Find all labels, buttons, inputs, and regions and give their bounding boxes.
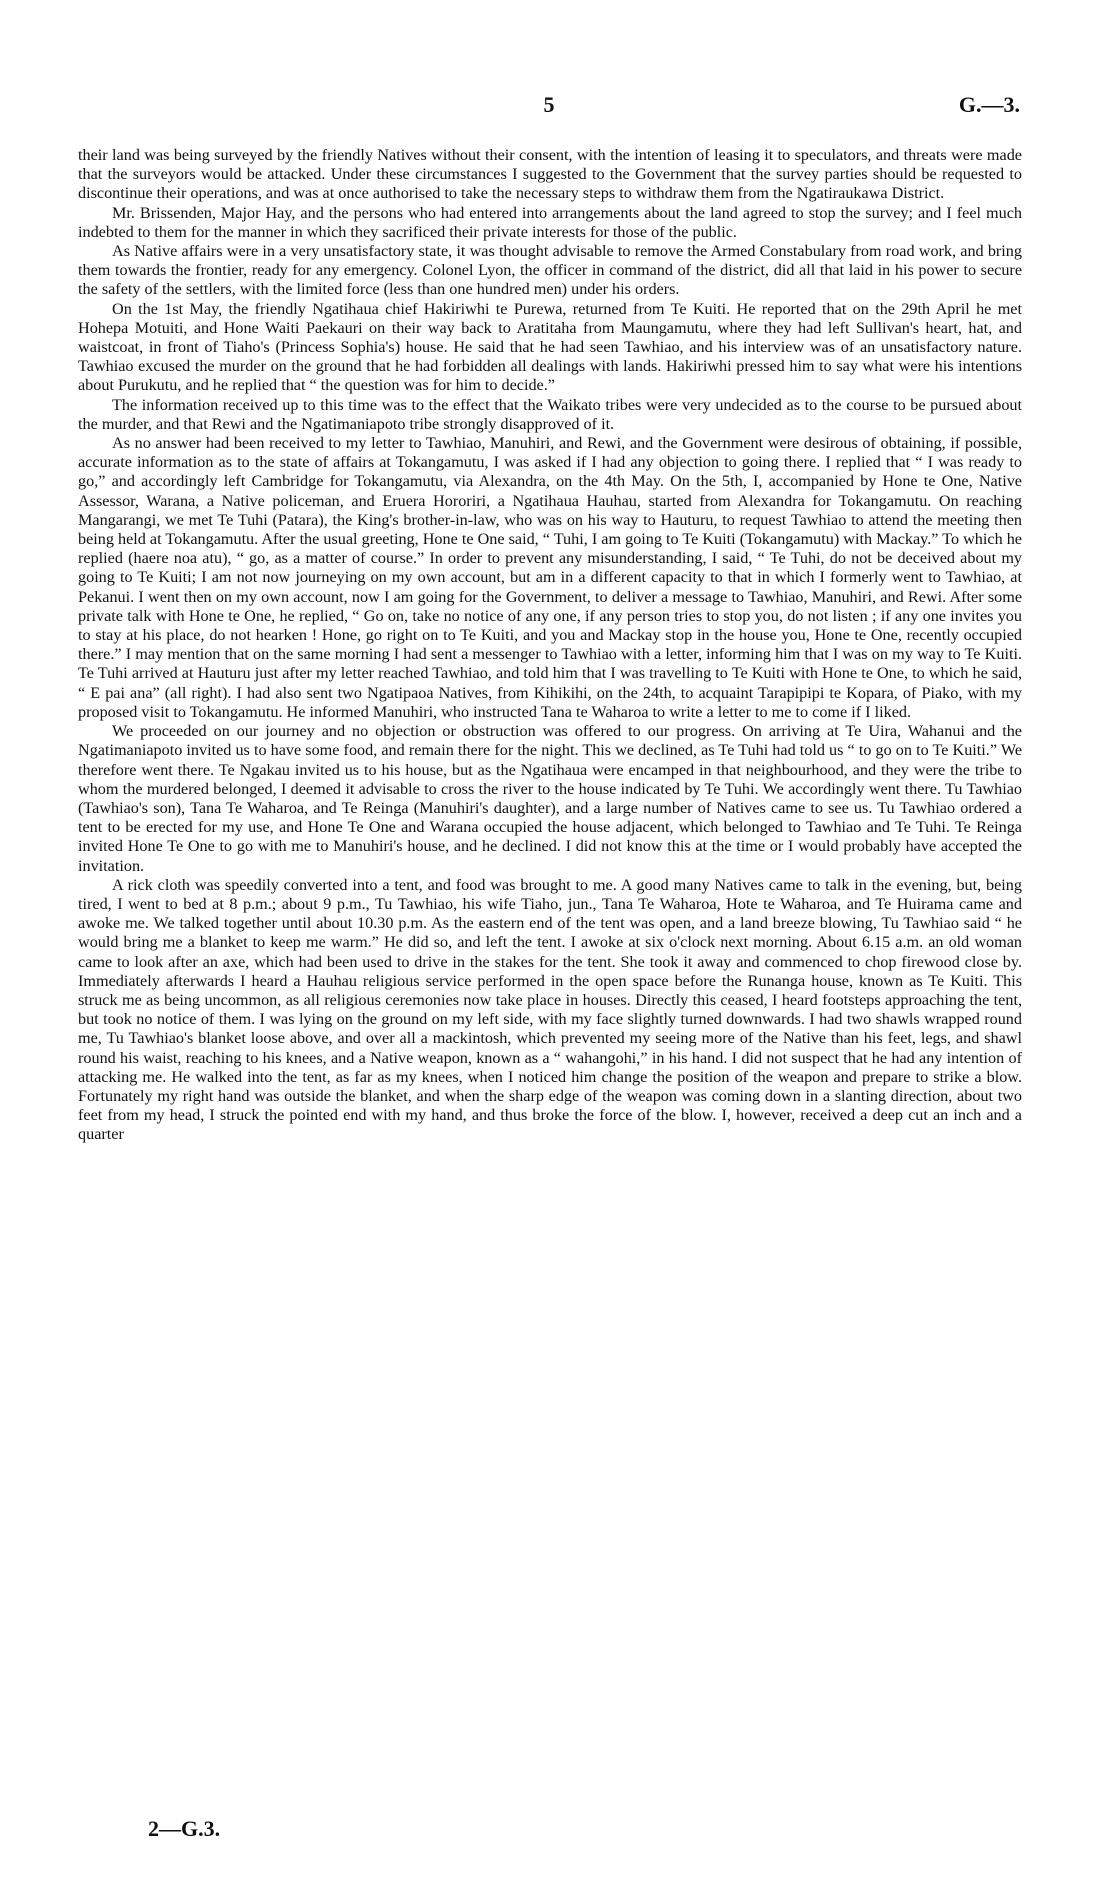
page-number: 5	[543, 92, 555, 117]
document-reference: G.—3.	[958, 92, 1020, 117]
paragraph: A rick cloth was speedily converted into a tent, and food was brought to me. A good many Natives came to talk in the evening, but, being tired, I went to bed at 8 p.m.; about 9 p.m., Tu Tawhiao, his wife Tiaho, jun., Tana Te Waharoa, Hote te Waharoa, and Te Huirama came and awoke me. We talked together until about 10.30 p.m. As the eastern end of the tent was open, and a land breeze blowing, Tu Tawhiao said “ he would bring me a blanket to keep me warm.” He did so, and left the tent. I awoke at six o'clock next morning. About 6.15 a.m. an old woman came to look after an axe, which had been used to drive in the stakes for the tent. She took it away and commenced to chop firewood close by. Immediately afterwards I heard a Hauhau religious service performed in the open space before the Runanga house, known as Te Kuiti. This struck me as being uncommon, as all religious ceremonies now take place in houses. Directly this ceased, I heard footsteps approaching the tent, but took no notice of them. I was lying on the ground on my left side, with my face slightly turned downwards. I had two shawls wrapped round me, Tu Tawhiao's blanket loose above, and over all a mackintosh, which prevented my seeing more of the Native than his feet, legs, and shawl round his waist, reaching to his knees, and a Native weapon, known as a “ wahangohi,” in his hand. I did not suspect that he had any intention of attacking me. He walked into the tent, as far as my knees, when I noticed him change the position of the weapon and prepare to strike a blow. Fortunately my right hand was outside the blanket, and when the sharp edge of the weapon was coming down in a slanting direction, about two feet from my head, I struck the pointed end with my hand, and thus broke the force of the blow. I, however, received a deep cut an inch and a quarter	[78, 875, 1022, 1144]
paragraph-continuation: their land was being surveyed by the friendly Natives without their consent, with the intention of leasing it to speculators, and threats were made that the surveyors would be attacked. Under these circumstances I suggested to the Government that the survey parties should be requested to discontinue their operations, and was at once authorised to take the necessary steps to withdraw them from the Ngatiraukawa District.	[78, 146, 1022, 203]
body-text	[78, 146, 1022, 1145]
paragraph: On the 1st May, the friendly Ngatihaua chief Hakiriwhi te Purewa, returned from Te Kuiti. He reported that on the 29th April he met Hohepa Motuiti, and Hone Waiti Paekauri on their way back to Aratitaha from Maungamutu, where they had left Sullivan's heart, hat, and waistcoat, in front of Tiaho's (Princess Sophia's) house. He said that he had seen Tawhiao, and his interview was of an unsatisfactory nature. Tawhiao excused the murder on the ground that he had forbidden all dealings with lands. Hakiriwhi pressed him to say what were his intentions about Purukutu, and he replied that “ the question was for him to decide.”	[78, 299, 1022, 395]
page-header	[78, 92, 1020, 126]
signature-mark: 2—G.3.	[148, 1816, 221, 1841]
paragraph: As Native affairs were in a very unsatisfactory state, it was thought advisable to remove the Armed Constabulary from road work, and bring them towards the frontier, ready for any emergency. Colonel Lyon, the officer in command of the district, did all that laid in his power to secure the safety of the settlers, with the limited force (less than one hundred men) under his orders.	[78, 242, 1022, 299]
paragraph: We proceeded on our journey and no objection or obstruction was offered to our progress. On arriving at Te Uira, Wahanui and the Ngatimaniapoto invited us to have some food, and remain there for the night. This we declined, as Te Tuhi had told us “ to go on to Te Kuiti.” We therefore went there. Te Ngakau invited us to his house, but as the Ngatihaua were encamped in that neighbourhood, and they were the tribe to whom the murdered belonged, I deemed it advisable to cross the river to the house indicated by Te Tuhi. We accordingly went there. Tu Tawhiao (Tawhiao's son), Tana Te Waharoa, and Te Reinga (Manuhiri's daughter), and a large number of Natives came to see us. Tu Tawhiao ordered a tent to be erected for my use, and Hone Te One and Warana occupied the house adjacent, which belonged to Tawhiao and Te Tuhi. Te Reinga invited Hone Te One to go with me to Manuhiri's house, and he declined. I did not know this at the time or I would probably have accepted the invitation.	[78, 722, 1022, 875]
paragraph: As no answer had been received to my letter to Tawhiao, Manuhiri, and Rewi, and the Government were desirous of obtaining, if possible, accurate information as to the state of affairs at Tokangamutu, I was asked if I had any objection to going there. I replied that “ I was ready to go,” and accordingly left Cambridge for Tokangamutu, via Alexandra, on the 4th May. On the 5th, I, accompanied by Hone te One, Native Assessor, Warana, a Native policeman, and Eruera Hororiri, a Ngatihaua Hauhau, started from Alexandra for Tokangamutu. On reaching Mangarangi, we met Te Tuhi (Patara), the King's brother-in-law, who was on his way to Hauturu, to request Tawhiao to attend the meeting then being held at Tokangamutu. After the usual greeting, Hone te One said, “ Tuhi, I am going to Te Kuiti (Tokangamutu) with Mackay.” To which he replied (haere noa atu), “ go, as a matter of course.” In order to prevent any misunderstanding, I said, “ Te Tuhi, do not be deceived about my going to Te Kuiti; I am not now journeying on my own account, but am in a different capacity to that in which I formerly went to Tawhiao, at Pekanui. I went then on my own account, now I am going for the Government, to deliver a message to Tawhiao, Manuhiri, and Rewi. After some private talk with Hone te One, he replied, “ Go on, take no notice of any one, if any person tries to stop you, do not listen ; if any one invites you to stay at his place, do not hearken ! Hone, go right on to Te Kuiti, and you and Mackay stop in the house you, Hone te One, recently occupied there.” I may mention that on the same morning I had sent a messenger to Tawhiao with a letter, informing him that I was on my way to Te Kuiti. Te Tuhi arrived at Hauturu just after my letter reached Tawhiao, and told him that I was travelling to Te Kuiti with Hone te One, to which he said, “ E pai ana” (all right). I had also sent two Ngatipaoa Natives, from Kihikihi, on the 24th, to acquaint Tarapipipi te Kopara, of Piako, with my proposed visit to Tokangamutu. He informed Manuhiri, who instructed Tana te Waharoa to write a letter to me to come if I liked.	[78, 434, 1022, 721]
paragraph: The information received up to this time was to the effect that the Waikato tribes were very undecided as to the course to be pursued about the murder, and that Rewi and the Ngatimaniapoto tribe strongly disapproved of it.	[78, 395, 1022, 433]
paragraph: Mr. Brissenden, Major Hay, and the persons who had entered into arrangements about the land agreed to stop the survey; and I feel much indebted to them for the manner in which they sacrificed their private interests for those of the public.	[78, 203, 1022, 241]
